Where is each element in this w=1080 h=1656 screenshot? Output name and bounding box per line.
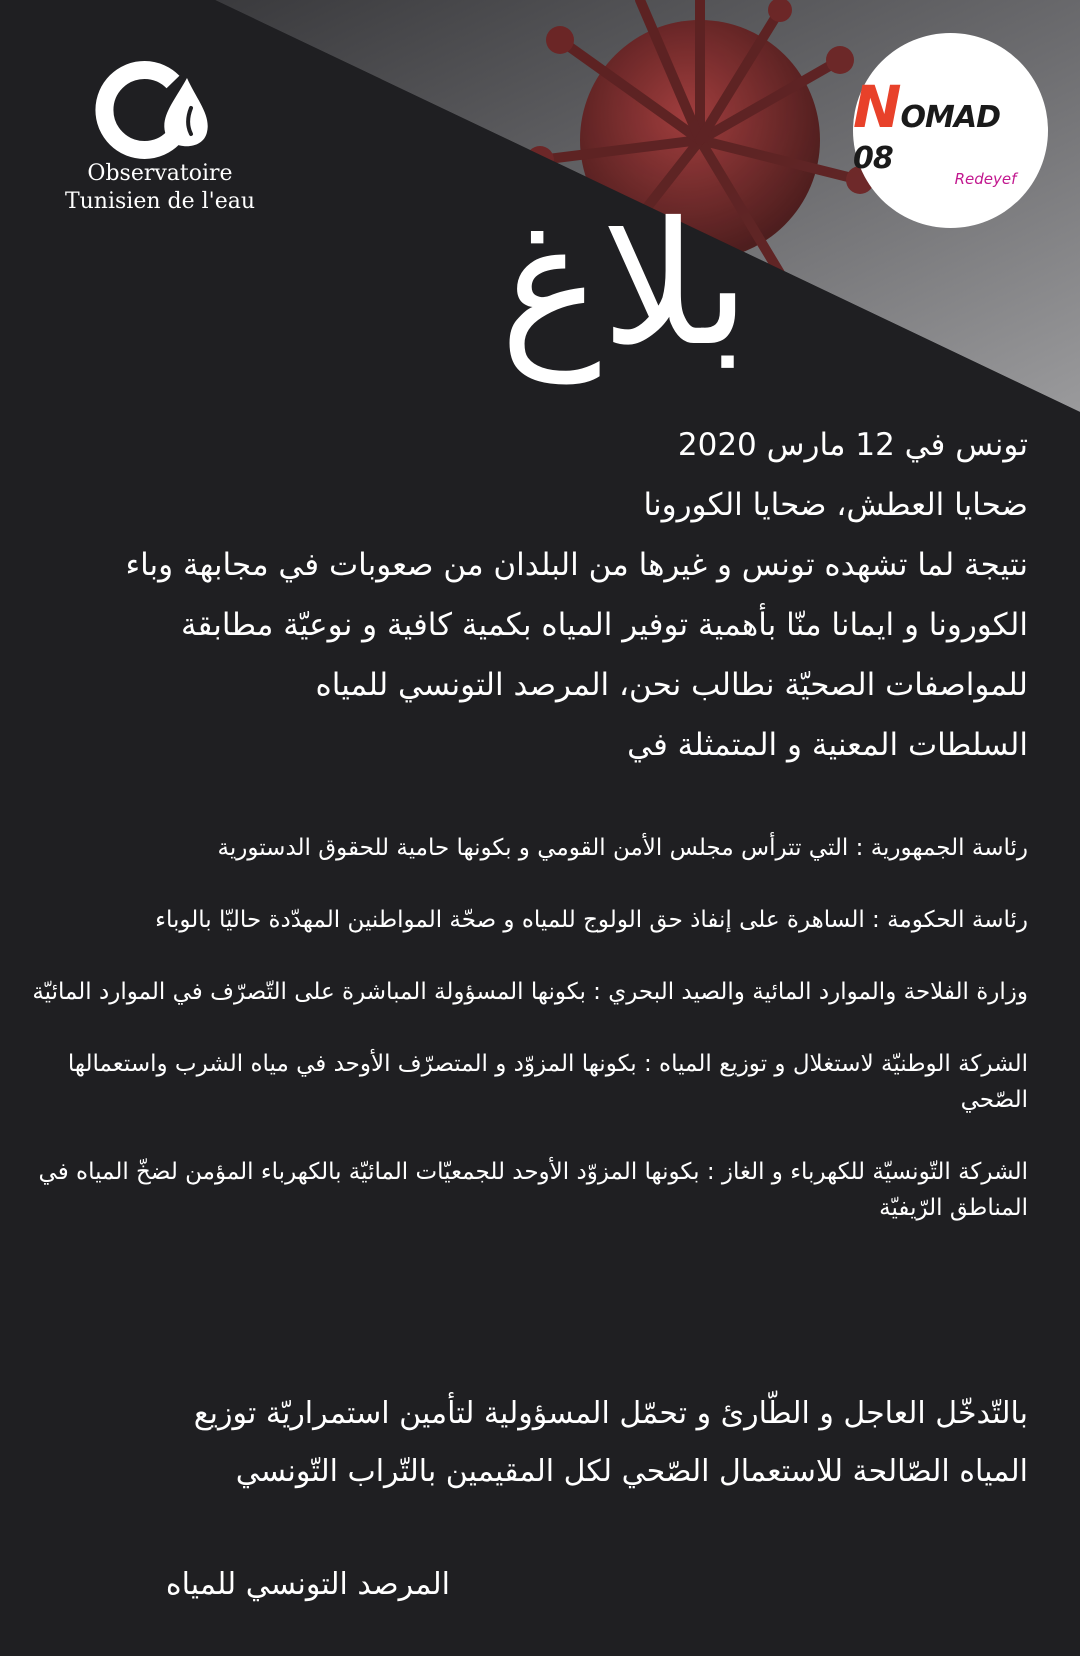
intro-line: نتيجة لما تشهده تونس و غيرها من البلدان من صعوبات في مجابهة وباء — [125, 547, 1028, 583]
statement-title: بلاغ — [499, 186, 750, 384]
intro-line: الكورونا و ايمانا منّا بأهمية توفير المياه بكمية كافية و نوعيّة مطابقة — [180, 607, 1028, 643]
nomad-logo-letter: N — [853, 73, 901, 141]
intro-line: للمواصفات الصحيّة نطالب نحن، المرصد التونسي للمياه — [315, 667, 1028, 703]
authority-steg: الشركة التّونسيّة للكهرباء و الغاز : بكونها المزوّد الأوحد للجمعيّات المائيّة بالكهرباء المؤمن لضخّ المياه في المناطق الرّيفيّة — [38, 1159, 1028, 1221]
observatory-name-line2: Tunisien de l'eau — [64, 189, 256, 214]
authority-sonede: الشركة الوطنيّة لاستغلال و توزيع المياه : بكونها المزوّد و المتصرّف الأوحد في مياه الشرب واستعمالها الصّحي — [67, 1051, 1028, 1113]
authority-presidency: رئاسة الجمهورية : التي تترأس مجلس الأمن القومي و بكونها حامية للحقوق الدستورية — [217, 835, 1028, 861]
authorities-list — [18, 830, 1028, 1262]
authority-agriculture-ministry: وزارة الفلاحة والموارد المائية والصيد البحري : بكونها المسؤولة المباشرة على التّصرّف في الموارد المائيّة — [32, 979, 1028, 1005]
closing-line: المياه الصّالحة للاستعمال الصّحي لكل المقيمين بالتّراب التّونسي — [235, 1454, 1028, 1489]
statement-date: تونس في 12 مارس 2020 — [677, 427, 1028, 463]
statement-subtitle: ضحايا العطش، ضحايا الكورونا — [643, 487, 1028, 523]
nomad-logo — [853, 33, 1048, 228]
nomad-logo-subtitle: Redeyef — [954, 170, 1017, 188]
signature: المرصد التونسي للمياه — [165, 1567, 450, 1602]
nomad-logo-name — [853, 73, 1048, 176]
intro-section — [48, 415, 1028, 775]
water-drop-c-logo-icon — [95, 60, 225, 160]
observatory-name-line1: Observatoire — [87, 161, 233, 186]
intro-line: السلطات المعنية و المتمثلة في — [627, 727, 1028, 763]
nomad-logo-rest: OMAD 08 — [853, 100, 1001, 176]
closing-line: بالتّدخّل العاجل و الطّارئ و تحمّل المسؤولية لتأمين استمراريّة توزيع — [193, 1396, 1028, 1431]
authority-government: رئاسة الحكومة : الساهرة على إنفاذ حق الولوج للمياه و صحّة المواطنين المهدّدة حاليّا بالوباء — [155, 907, 1028, 933]
observatory-logo — [55, 60, 265, 216]
closing-demand — [128, 1385, 1028, 1501]
